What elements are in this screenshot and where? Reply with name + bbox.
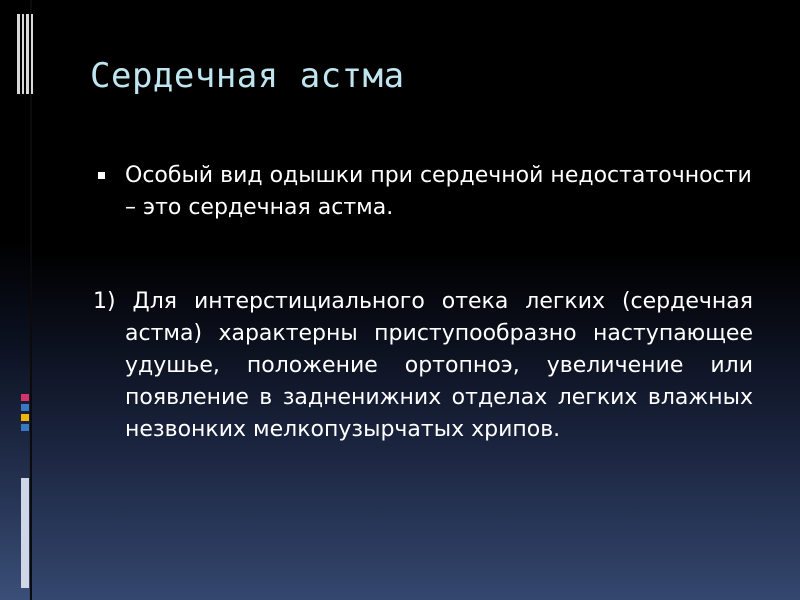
decorative-bar — [22, 14, 24, 94]
swatch-yellow — [21, 414, 29, 421]
swatch-pink — [21, 394, 29, 401]
bullet-text: Особый вид одышки при сердечной недостаточности – это сердечная астма. — [125, 163, 752, 220]
swatch-blue — [21, 424, 29, 431]
decorative-bottom-line — [21, 478, 29, 588]
numbered-item: 1) Для интерстициального отека легких (сердечная астма) характерны приступообразно наступающее удушье, положение ортопноэ, увеличение или появление в задненижних отделах легких влажных незвонких мелкопузырчатых хрипов. — [93, 289, 753, 442]
decorative-bar — [26, 14, 29, 94]
slide-body — [93, 160, 753, 446]
swatch-blue — [21, 404, 29, 411]
bullet-item — [93, 160, 753, 224]
slide-title: Сердечная астма — [90, 56, 405, 96]
decorative-bars — [17, 14, 35, 94]
decorative-bar — [31, 14, 33, 94]
color-swatches — [21, 394, 29, 434]
decorative-bar — [17, 14, 20, 94]
bullet-icon — [98, 172, 105, 179]
